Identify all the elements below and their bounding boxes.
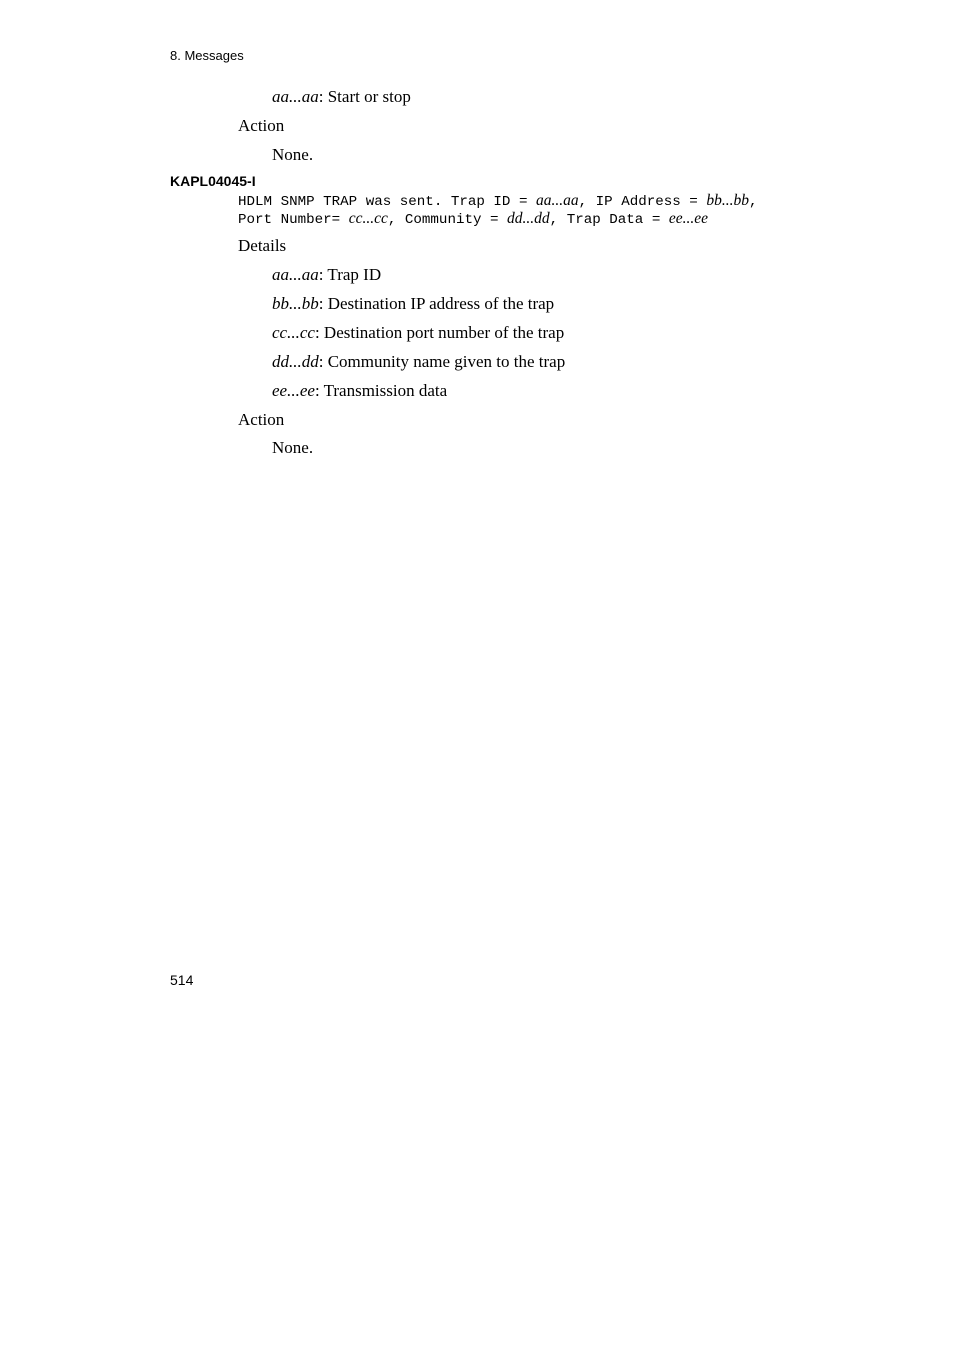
- detail-description: : Destination IP address of the trap: [318, 294, 555, 313]
- detail-item: [272, 265, 381, 285]
- message-text-variable: aa...aa: [536, 192, 579, 209]
- page-number: 514: [170, 972, 194, 988]
- detail-item: [272, 323, 564, 343]
- message-text-part: , Trap Data =: [549, 212, 669, 228]
- prev-detail-item: [272, 87, 411, 107]
- detail-description: : Destination port number of the trap: [314, 323, 565, 342]
- detail-description: : Community name given to the trap: [318, 352, 566, 371]
- message-text-variable: bb...bb: [706, 192, 749, 209]
- message-text-variable: dd...dd: [507, 210, 550, 227]
- detail-item: [272, 381, 447, 401]
- action-text: None.: [272, 438, 314, 457]
- detail-variable: cc...cc: [272, 323, 315, 342]
- message-text-part: , Community =: [387, 212, 508, 228]
- detail-variable: bb...bb: [272, 294, 319, 313]
- detail-description: : Trap ID: [318, 265, 382, 284]
- prev-action-label: Action: [238, 116, 285, 135]
- message-text-part: , IP Address =: [578, 194, 707, 210]
- prev-action-text: None.: [272, 145, 314, 164]
- action-label: Action: [238, 410, 285, 429]
- message-text-variable: cc...cc: [348, 210, 388, 227]
- message-text-part: ,: [748, 194, 758, 210]
- running-header: 8. Messages: [170, 48, 244, 63]
- message-text-part: Port Number=: [238, 212, 349, 228]
- message-id: KAPL04045-I: [170, 173, 256, 189]
- message-text-line-1: [238, 192, 757, 211]
- detail-description: : Transmission data: [314, 381, 448, 400]
- detail-item: [272, 352, 565, 372]
- message-text-line-2: [238, 210, 708, 229]
- prev-detail-variable: aa...aa: [272, 87, 319, 106]
- message-text-part: HDLM SNMP TRAP was sent. Trap ID =: [238, 194, 536, 210]
- detail-item: [272, 294, 554, 314]
- detail-variable: aa...aa: [272, 265, 319, 284]
- message-text-variable: ee...ee: [668, 210, 709, 227]
- prev-detail-description: : Start or stop: [318, 87, 411, 106]
- detail-variable: ee...ee: [272, 381, 315, 400]
- details-label: Details: [238, 236, 287, 255]
- detail-variable: dd...dd: [272, 352, 319, 371]
